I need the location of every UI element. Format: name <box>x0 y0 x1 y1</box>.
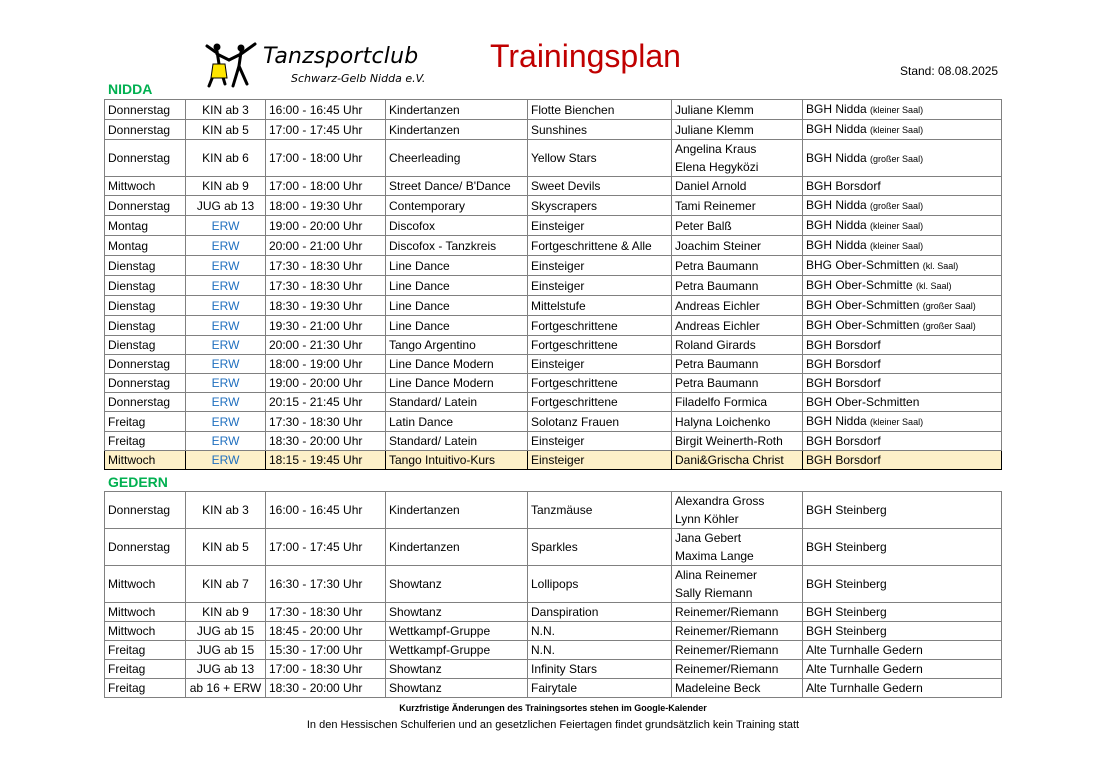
table-row <box>105 140 1002 177</box>
table-row <box>105 236 1002 256</box>
location-room: (großer Saal) <box>870 153 924 164</box>
location-cell <box>803 566 1002 603</box>
day-cell: Freitag <box>105 412 186 432</box>
trainer-cell <box>672 276 803 296</box>
day-cell: Dienstag <box>105 256 186 276</box>
location-cell <box>803 296 1002 316</box>
time-cell: 17:00 - 18:00 Uhr <box>266 140 386 177</box>
trainer-cell <box>672 412 803 432</box>
time-cell: 19:00 - 20:00 Uhr <box>266 216 386 236</box>
location-name: BGH Nidda <box>806 198 867 212</box>
team-cell: Fairytale <box>528 679 672 698</box>
trainer-name: Madeleine Beck <box>675 681 761 695</box>
trainer-name: Petra Baumann <box>675 258 759 273</box>
club-logo <box>205 40 455 88</box>
style-cell: Latin Dance <box>386 412 528 432</box>
location-cell <box>803 529 1002 566</box>
location-cell <box>803 355 1002 374</box>
table-row <box>105 432 1002 451</box>
time-cell: 18:30 - 20:00 Uhr <box>266 679 386 698</box>
style-cell: Discofox <box>386 216 528 236</box>
group-cell: ERW <box>186 451 266 470</box>
trainer-name: Dani&Grischa Christ <box>675 453 784 467</box>
table-row <box>105 216 1002 236</box>
table-row <box>105 100 1002 120</box>
style-cell: Tango Argentino <box>386 336 528 355</box>
trainer-name: Petra Baumann <box>675 357 759 371</box>
location-name: BHG Ober-Schmitten <box>806 258 920 272</box>
time-cell: 18:15 - 19:45 Uhr <box>266 451 386 470</box>
location-cell <box>803 276 1002 296</box>
location-name: BGH Steinberg <box>806 577 887 591</box>
location-room: (großer Saal) <box>870 201 924 211</box>
trainer-name: Peter Balß <box>675 218 732 233</box>
location-name: BGH Nidda <box>806 150 867 165</box>
table-row <box>105 566 1002 603</box>
trainer-name: Alina Reinemer <box>675 568 758 582</box>
team-cell: Fortgeschrittene <box>528 393 672 412</box>
location-name: BGH Nidda <box>806 102 867 116</box>
trainer-name: Birgit Weinerth-Roth <box>675 434 783 448</box>
trainer-name: Juliane Klemm <box>675 102 754 117</box>
trainer-cell <box>672 256 803 276</box>
table-row <box>105 336 1002 355</box>
style-cell: Wettkampf-Gruppe <box>386 641 528 660</box>
style-cell: Tango Intuitivo-Kurs <box>386 451 528 470</box>
trainer-cell <box>672 622 803 641</box>
trainer-name: Joachim Steiner <box>675 238 762 253</box>
time-cell: 15:30 - 17:00 Uhr <box>266 641 386 660</box>
style-cell: Contemporary <box>386 196 528 216</box>
footer-note-holidays: In den Hessischen Schulferien und an gesetzlichen Feiertagen findet grundsätzlich kein Training statt <box>306 719 800 731</box>
stand-date: Stand: 08.08.2025 <box>900 64 999 78</box>
group-cell: ERW <box>186 374 266 393</box>
location-cell <box>803 140 1002 177</box>
time-cell: 17:30 - 18:30 Uhr <box>266 276 386 296</box>
logo-title: Tanzsportclub <box>263 44 419 69</box>
group-cell: KIN ab 5 <box>186 120 266 140</box>
table-row <box>105 492 1002 529</box>
group-cell: KIN ab 7 <box>186 566 266 603</box>
location-name: BGH Ober-Schmitte <box>806 278 913 292</box>
time-cell: 18:00 - 19:30 Uhr <box>266 196 386 216</box>
team-cell: Infinity Stars <box>528 660 672 679</box>
trainer-name: Tami Reinemer <box>675 198 756 213</box>
time-cell: 18:00 - 19:00 Uhr <box>266 355 386 374</box>
style-cell: Street Dance/ B'Dance <box>386 177 528 196</box>
style-cell: Line Dance <box>386 256 528 276</box>
time-cell: 18:45 - 20:00 Uhr <box>266 622 386 641</box>
day-cell: Montag <box>105 236 186 256</box>
location-cell <box>803 641 1002 660</box>
trainer-name: Sally Riemann <box>675 586 753 600</box>
day-cell: Dienstag <box>105 316 186 336</box>
trainer-cell <box>672 492 803 529</box>
trainer-cell <box>672 316 803 336</box>
team-cell: Einsteiger <box>528 432 672 451</box>
time-cell: 17:00 - 17:45 Uhr <box>266 529 386 566</box>
trainer-name: Petra Baumann <box>675 278 759 293</box>
location-name: Alte Turnhalle Gedern <box>806 681 923 695</box>
location-cell <box>803 451 1002 470</box>
table-row <box>105 177 1002 196</box>
trainer-cell <box>672 196 803 216</box>
trainer-cell <box>672 432 803 451</box>
time-cell: 20:00 - 21:30 Uhr <box>266 336 386 355</box>
trainer-cell <box>672 566 803 603</box>
style-cell: Line Dance Modern <box>386 374 528 393</box>
table-row <box>105 196 1002 216</box>
team-cell: Fortgeschrittene & Alle <box>528 236 672 256</box>
team-cell: Sunshines <box>528 120 672 140</box>
group-cell: ERW <box>186 412 266 432</box>
location-room: (kleiner Saal) <box>870 105 924 115</box>
day-cell: Donnerstag <box>105 492 186 529</box>
team-cell: Solotanz Frauen <box>528 412 672 432</box>
logo-subtitle: Schwarz-Gelb Nidda e.V. <box>291 72 426 85</box>
trainer-cell <box>672 641 803 660</box>
group-cell: ERW <box>186 276 266 296</box>
style-cell: Line Dance Modern <box>386 355 528 374</box>
day-cell: Mittwoch <box>105 451 186 470</box>
location-name: BGH Nidda <box>806 238 867 252</box>
table-row <box>105 622 1002 641</box>
day-cell: Donnerstag <box>105 120 186 140</box>
trainer-name: Petra Baumann <box>675 376 759 390</box>
group-cell: JUG ab 13 <box>186 660 266 679</box>
location-cell <box>803 679 1002 698</box>
trainer-cell <box>672 451 803 470</box>
group-cell: ERW <box>186 336 266 355</box>
trainer-name: Reinemer/Riemann <box>675 643 779 657</box>
style-cell: Line Dance <box>386 276 528 296</box>
style-cell: Kindertanzen <box>386 529 528 566</box>
group-cell: KIN ab 9 <box>186 603 266 622</box>
trainer-cell <box>672 120 803 140</box>
team-cell: Fortgeschrittene <box>528 316 672 336</box>
location-room: (kl. Saal) <box>922 261 959 271</box>
trainer-name: Alexandra Gross <box>675 494 765 508</box>
location-name: BGH Nidda <box>806 122 867 136</box>
location-name: BGH Steinberg <box>806 624 887 638</box>
group-cell: ab 16 + ERW <box>186 679 266 698</box>
trainer-name: Daniel Arnold <box>675 179 747 193</box>
location-name: BGH Borsdorf <box>806 434 881 448</box>
location-name: Alte Turnhalle Gedern <box>806 662 923 676</box>
trainer-cell <box>672 355 803 374</box>
style-cell: Showtanz <box>386 660 528 679</box>
trainer-name: Reinemer/Riemann <box>675 624 779 638</box>
location-name: BGH Borsdorf <box>806 338 881 352</box>
day-cell: Freitag <box>105 432 186 451</box>
page-title: Trainingsplan <box>490 38 681 74</box>
team-cell: Flotte Bienchen <box>528 100 672 120</box>
trainer-name: Andreas Eichler <box>675 318 760 333</box>
group-cell: KIN ab 3 <box>186 100 266 120</box>
trainer-cell <box>672 529 803 566</box>
style-cell: Showtanz <box>386 566 528 603</box>
group-cell: KIN ab 5 <box>186 529 266 566</box>
location-cell <box>803 177 1002 196</box>
day-cell: Freitag <box>105 641 186 660</box>
table-row <box>105 296 1002 316</box>
table-row <box>105 451 1002 470</box>
location-room: (kleiner Saal) <box>870 125 924 135</box>
table-row <box>105 603 1002 622</box>
table-row <box>105 374 1002 393</box>
location-name: BGH Ober-Schmitten <box>806 298 920 312</box>
section-heading-gedern: GEDERN <box>108 474 168 490</box>
location-name: Alte Turnhalle Gedern <box>806 643 923 657</box>
day-cell: Dienstag <box>105 276 186 296</box>
group-cell: JUG ab 15 <box>186 641 266 660</box>
location-name: BGH Borsdorf <box>806 179 881 193</box>
location-cell <box>803 374 1002 393</box>
team-cell: Einsteiger <box>528 451 672 470</box>
dancers-logo-icon <box>205 40 265 88</box>
trainer-name: Andreas Eichler <box>675 298 760 313</box>
style-cell: Kindertanzen <box>386 492 528 529</box>
time-cell: 20:00 - 21:00 Uhr <box>266 236 386 256</box>
style-cell: Discofox - Tanzkreis <box>386 236 528 256</box>
day-cell: Mittwoch <box>105 603 186 622</box>
location-cell <box>803 622 1002 641</box>
group-cell: ERW <box>186 432 266 451</box>
trainer-cell <box>672 679 803 698</box>
trainer-cell <box>672 140 803 177</box>
day-cell: Donnerstag <box>105 100 186 120</box>
location-room: (großer Saal) <box>922 301 976 311</box>
time-cell: 17:00 - 17:45 Uhr <box>266 120 386 140</box>
group-cell: JUG ab 15 <box>186 622 266 641</box>
trainer-name: Angelina Kraus <box>675 142 757 156</box>
time-cell: 17:00 - 18:30 Uhr <box>266 660 386 679</box>
time-cell: 17:30 - 18:30 Uhr <box>266 603 386 622</box>
location-room: (kleiner Saal) <box>870 221 924 231</box>
section-heading-nidda: NIDDA <box>108 81 153 97</box>
day-cell: Donnerstag <box>105 355 186 374</box>
group-cell: ERW <box>186 296 266 316</box>
trainer-cell <box>672 177 803 196</box>
location-cell <box>803 236 1002 256</box>
table-row <box>105 679 1002 698</box>
day-cell: Donnerstag <box>105 374 186 393</box>
location-room: (großer Saal) <box>922 321 976 331</box>
group-cell: KIN ab 3 <box>186 492 266 529</box>
day-cell: Freitag <box>105 660 186 679</box>
location-cell <box>803 432 1002 451</box>
style-cell: Kindertanzen <box>386 100 528 120</box>
location-name: BGH Steinberg <box>806 503 887 517</box>
time-cell: 18:30 - 20:00 Uhr <box>266 432 386 451</box>
style-cell: Kindertanzen <box>386 120 528 140</box>
group-cell: ERW <box>186 393 266 412</box>
time-cell: 19:00 - 20:00 Uhr <box>266 374 386 393</box>
table-row <box>105 316 1002 336</box>
group-cell: JUG ab 13 <box>186 196 266 216</box>
team-cell: Mittelstufe <box>528 296 672 316</box>
day-cell: Mittwoch <box>105 177 186 196</box>
table-row <box>105 256 1002 276</box>
time-cell: 17:30 - 18:30 Uhr <box>266 256 386 276</box>
location-cell <box>803 660 1002 679</box>
trainer-cell <box>672 100 803 120</box>
group-cell: ERW <box>186 355 266 374</box>
day-cell: Mittwoch <box>105 566 186 603</box>
table-row <box>105 641 1002 660</box>
style-cell: Line Dance <box>386 316 528 336</box>
location-name: BGH Borsdorf <box>806 357 881 371</box>
location-cell <box>803 100 1002 120</box>
day-cell: Donnerstag <box>105 393 186 412</box>
time-cell: 16:00 - 16:45 Uhr <box>266 100 386 120</box>
trainer-name: Filadelfo Formica <box>675 395 768 409</box>
team-cell: Lollipops <box>528 566 672 603</box>
location-name: BGH Borsdorf <box>806 376 881 390</box>
time-cell: 18:30 - 19:30 Uhr <box>266 296 386 316</box>
trainer-name: Elena Hegyközi <box>675 160 759 174</box>
team-cell: Einsteiger <box>528 355 672 374</box>
trainer-name: Lynn Köhler <box>675 512 739 526</box>
location-cell <box>803 412 1002 432</box>
team-cell: Skyscrapers <box>528 196 672 216</box>
style-cell: Showtanz <box>386 679 528 698</box>
location-room: (kl. Saal) <box>916 281 952 291</box>
team-cell: Fortgeschrittene <box>528 374 672 393</box>
day-cell: Donnerstag <box>105 140 186 177</box>
team-cell: Sparkles <box>528 529 672 566</box>
trainer-cell <box>672 296 803 316</box>
location-cell <box>803 256 1002 276</box>
style-cell: Wettkampf-Gruppe <box>386 622 528 641</box>
style-cell: Cheerleading <box>386 140 528 177</box>
team-cell: Fortgeschrittene <box>528 336 672 355</box>
trainer-cell <box>672 603 803 622</box>
style-cell: Standard/ Latein <box>386 432 528 451</box>
time-cell: 17:00 - 18:00 Uhr <box>266 177 386 196</box>
time-cell: 17:30 - 18:30 Uhr <box>266 412 386 432</box>
table-row <box>105 120 1002 140</box>
team-cell: Einsteiger <box>528 256 672 276</box>
trainer-cell <box>672 393 803 412</box>
day-cell: Dienstag <box>105 336 186 355</box>
location-name: BGH Nidda <box>806 414 867 428</box>
group-cell: KIN ab 9 <box>186 177 266 196</box>
day-cell: Donnerstag <box>105 196 186 216</box>
group-cell: ERW <box>186 256 266 276</box>
team-cell: Sweet Devils <box>528 177 672 196</box>
location-name: BGH Steinberg <box>806 605 887 619</box>
table-row <box>105 660 1002 679</box>
location-cell <box>803 393 1002 412</box>
trainer-name: Juliane Klemm <box>675 122 754 137</box>
trainer-name: Maxima Lange <box>675 549 754 563</box>
table-row <box>105 529 1002 566</box>
location-name: BGH Nidda <box>806 218 867 232</box>
location-cell <box>803 492 1002 529</box>
time-cell: 19:30 - 21:00 Uhr <box>266 316 386 336</box>
location-cell <box>803 336 1002 355</box>
table-row <box>105 412 1002 432</box>
style-cell: Standard/ Latein <box>386 393 528 412</box>
location-cell <box>803 316 1002 336</box>
location-cell <box>803 603 1002 622</box>
group-cell: ERW <box>186 216 266 236</box>
team-cell: Danspiration <box>528 603 672 622</box>
trainer-cell <box>672 236 803 256</box>
team-cell: Einsteiger <box>528 216 672 236</box>
day-cell: Freitag <box>105 679 186 698</box>
location-name: BGH Ober-Schmitten <box>806 395 920 409</box>
footer-note-changes: Kurzfristige Änderungen des Trainingsortes stehen im Google-Kalender <box>399 703 707 713</box>
trainer-cell <box>672 216 803 236</box>
team-cell: N.N. <box>528 622 672 641</box>
group-cell: KIN ab 6 <box>186 140 266 177</box>
day-cell: Dienstag <box>105 296 186 316</box>
location-cell <box>803 196 1002 216</box>
style-cell: Line Dance <box>386 296 528 316</box>
location-room: (kleiner Saal) <box>870 241 924 251</box>
trainer-name: Jana Gebert <box>675 531 742 545</box>
trainer-cell <box>672 374 803 393</box>
table-row <box>105 355 1002 374</box>
team-cell: Einsteiger <box>528 276 672 296</box>
table-row <box>105 393 1002 412</box>
team-cell: Yellow Stars <box>528 140 672 177</box>
team-cell: Tanzmäuse <box>528 492 672 529</box>
trainer-cell <box>672 336 803 355</box>
day-cell: Mittwoch <box>105 622 186 641</box>
group-cell: ERW <box>186 316 266 336</box>
location-name: BGH Ober-Schmitten <box>806 318 920 332</box>
trainer-name: Reinemer/Riemann <box>675 662 779 676</box>
day-cell: Montag <box>105 216 186 236</box>
gedern-schedule-table <box>104 491 1002 698</box>
location-cell <box>803 216 1002 236</box>
nidda-schedule-table <box>104 99 1002 470</box>
style-cell: Showtanz <box>386 603 528 622</box>
location-room: (kleiner Saal) <box>870 417 924 427</box>
trainer-name: Roland Girards <box>675 338 756 352</box>
trainer-name: Reinemer/Riemann <box>675 605 779 619</box>
time-cell: 20:15 - 21:45 Uhr <box>266 393 386 412</box>
table-row <box>105 276 1002 296</box>
location-name: BGH Steinberg <box>806 540 887 554</box>
trainer-cell <box>672 660 803 679</box>
time-cell: 16:30 - 17:30 Uhr <box>266 566 386 603</box>
location-cell <box>803 120 1002 140</box>
time-cell: 16:00 - 16:45 Uhr <box>266 492 386 529</box>
day-cell: Donnerstag <box>105 529 186 566</box>
location-name: BGH Borsdorf <box>806 453 881 467</box>
trainer-name: Halyna Loichenko <box>675 414 771 429</box>
team-cell: N.N. <box>528 641 672 660</box>
group-cell: ERW <box>186 236 266 256</box>
